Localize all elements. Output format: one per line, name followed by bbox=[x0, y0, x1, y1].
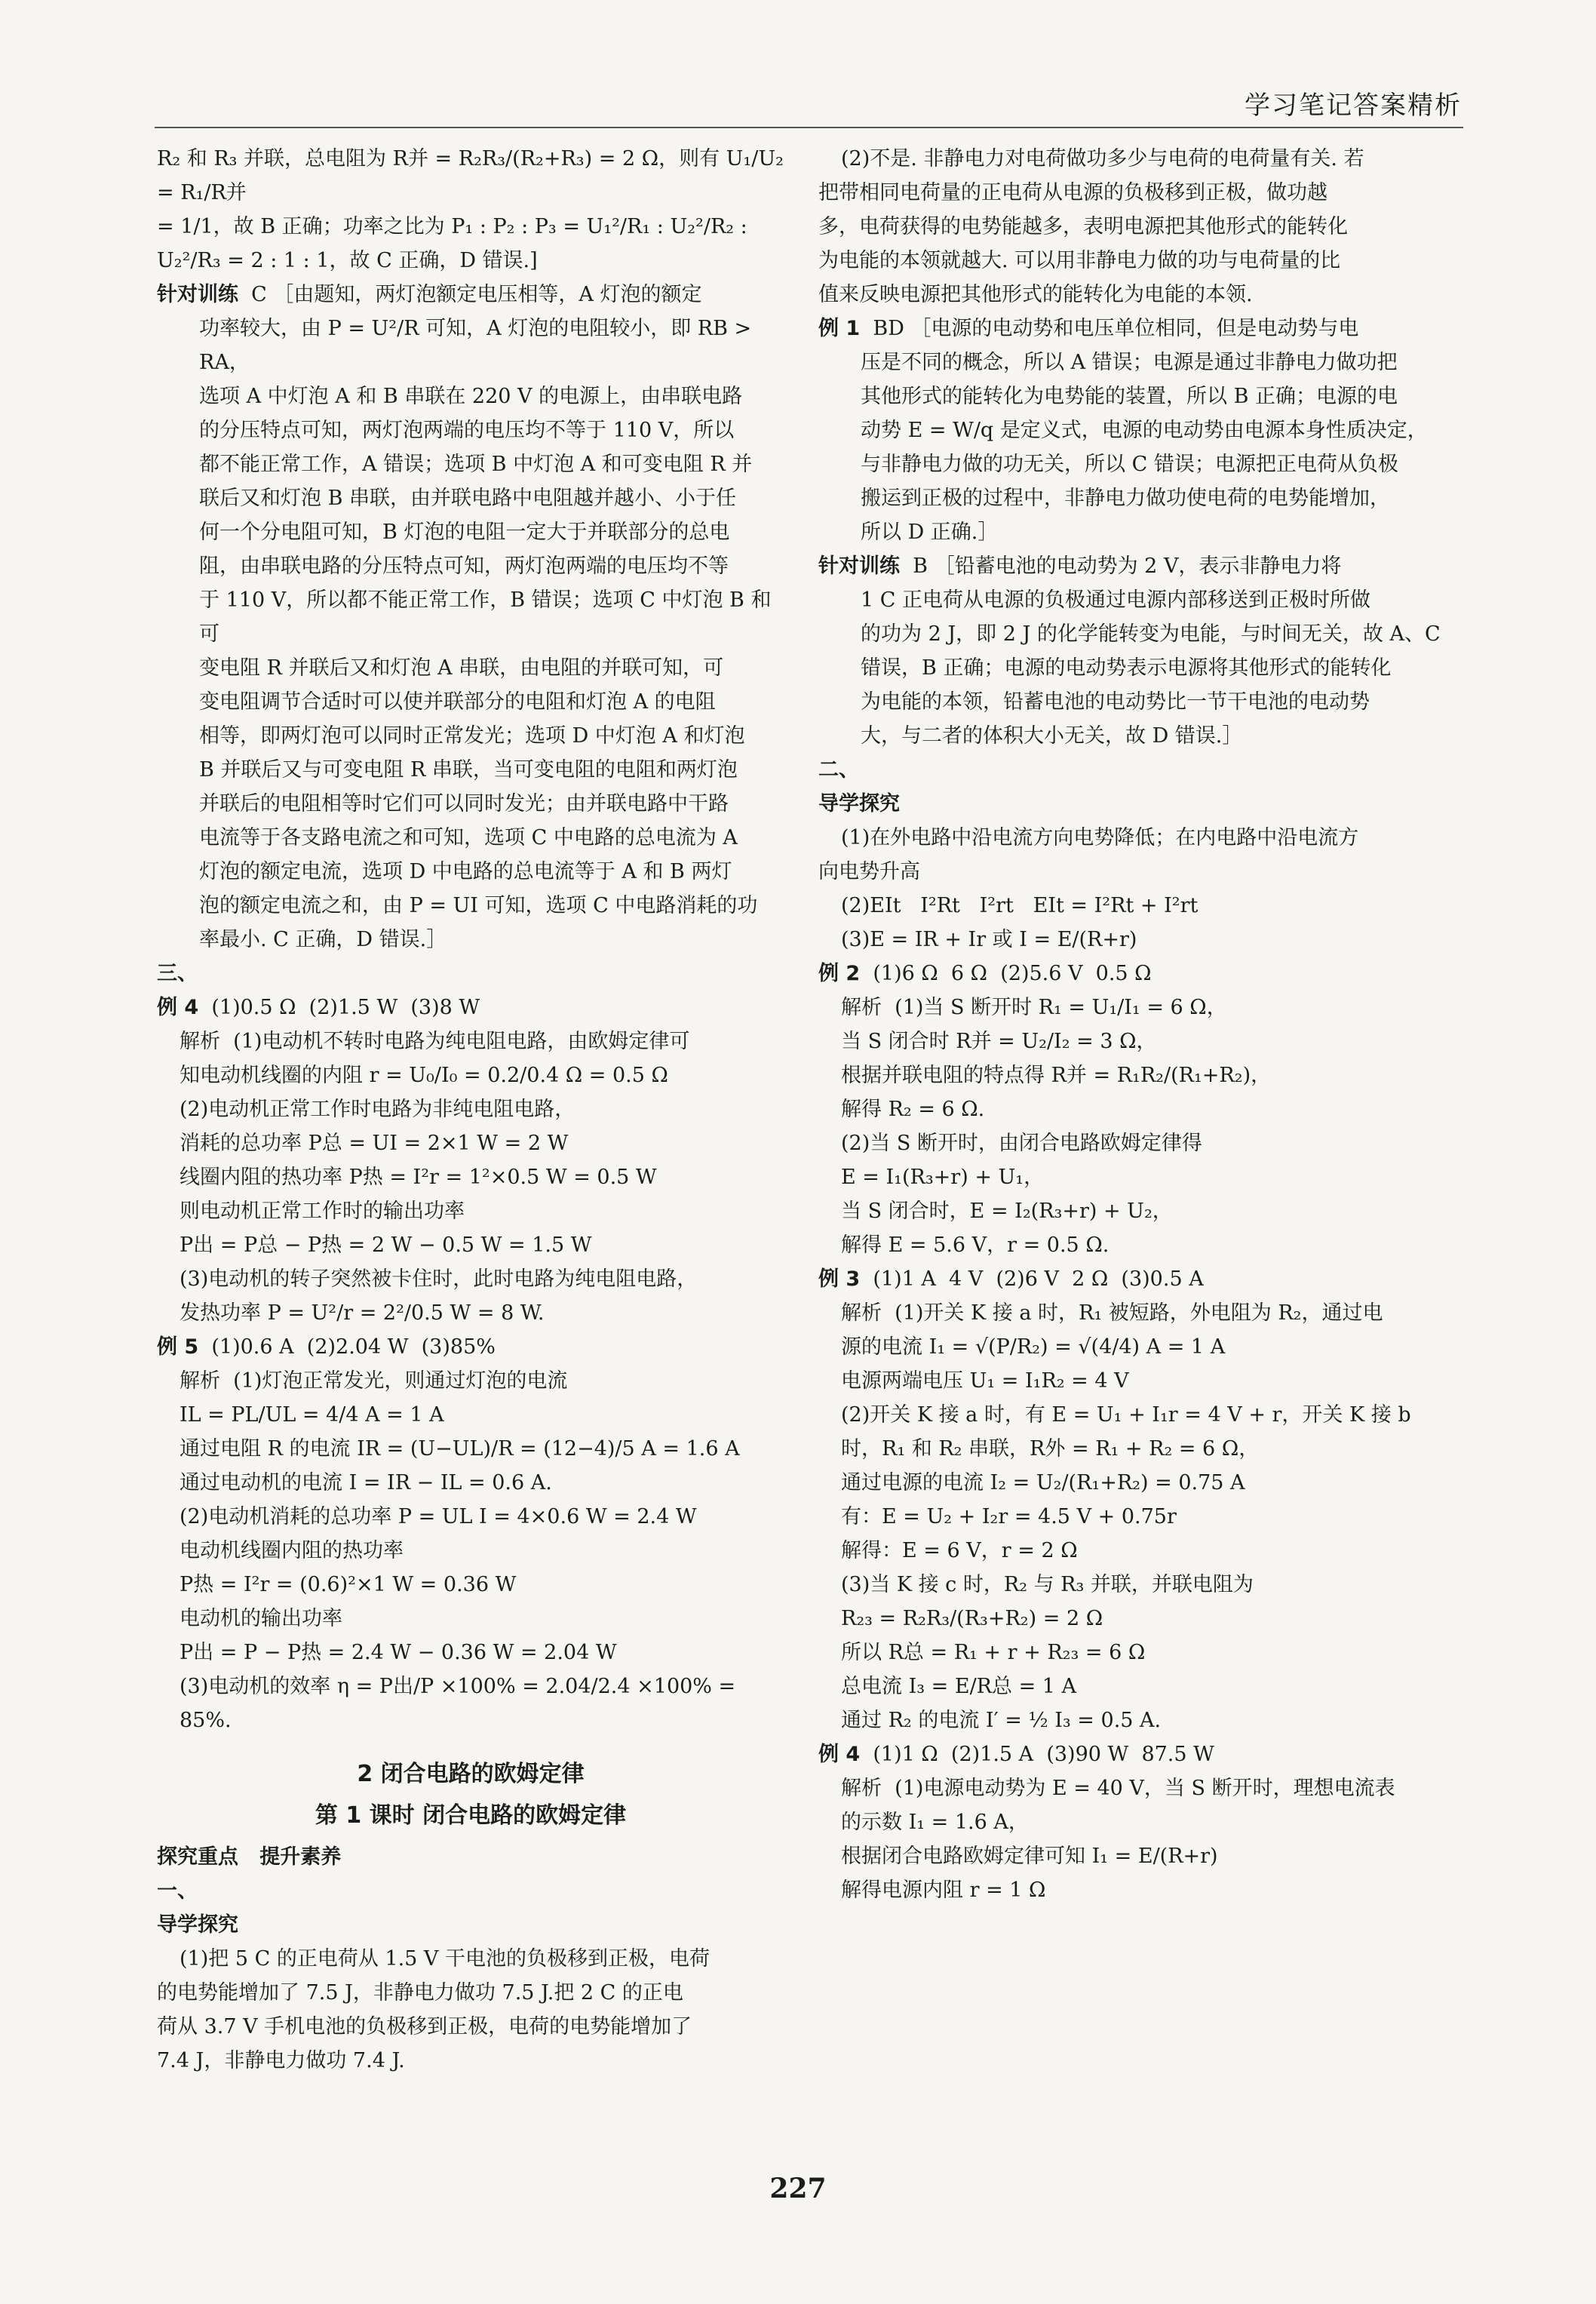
text-line: 当 S 闭合时 R并 = U₂/I₂ = 3 Ω， bbox=[841, 1030, 1157, 1053]
example-label: 例 5 bbox=[157, 1335, 199, 1359]
chapter-title: 2 闭合电路的欧姆定律 bbox=[357, 1761, 585, 1787]
text-line: 1 C 正电荷从电源的负极通过电源内部移送到正极时所做 bbox=[861, 588, 1371, 612]
text-line: 的功为 2 J，即 2 J 的化学能转变为电能，与时间无关，故 A、C bbox=[861, 622, 1441, 646]
text-line: 选项 A 中灯泡 A 和 B 串联在 220 V 的电源上，由串联电路 bbox=[199, 385, 743, 408]
text-line: 7.4 J，非静电力做功 7.4 J. bbox=[157, 2049, 405, 2072]
text-line: (3)E = IR + Ir 或 I = E/(R+r) bbox=[841, 928, 1137, 951]
text-line: 于 110 V，所以都不能正常工作，B 错误；选项 C 中灯泡 B 和可 bbox=[199, 588, 772, 646]
text-line: 所以 R总 = R₁ + r + R₂₃ = 6 Ω bbox=[841, 1641, 1146, 1664]
example-answer: (1)1 Ω (2)1.5 A (3)90 W 87.5 W bbox=[873, 1743, 1214, 1766]
text-line: 大，与二者的体积大小无关，故 D 错误.］ bbox=[861, 724, 1243, 748]
text-line: 解析 (1)开关 K 接 a 时，R₁ 被短路，外电阻为 R₂，通过电 bbox=[841, 1301, 1383, 1325]
text-line: R₂₃ = R₂R₃/(R₃+R₂) = 2 Ω bbox=[841, 1607, 1103, 1630]
page-header-title: 学习笔记答案精析 bbox=[1245, 91, 1462, 121]
text-line: R₂ 和 R₃ 并联，总电阻为 R并 = R₂R₃/(R₂+R₃) = 2 Ω，则有 U₁/U₂ = R₁/R并 bbox=[157, 147, 790, 204]
train-label: 针对训练 bbox=[157, 283, 238, 306]
example-label: 例 1 bbox=[818, 317, 861, 340]
train-label: 针对训练 bbox=[818, 554, 900, 578]
text-line: 线圈内阻的热功率 P热 = I²r = 1²×0.5 W = 0.5 W bbox=[180, 1166, 657, 1189]
text-line: 联后又和灯泡 B 串联，由并联电路中电阻越并越小、小于任 bbox=[199, 487, 737, 510]
text-line: 解析 (1)当 S 断开时 R₁ = U₁/I₁ = 6 Ω， bbox=[841, 996, 1227, 1019]
text-line: 的电势能增加了 7.5 J，非静电力做功 7.5 J.把 2 C 的正电 bbox=[157, 1981, 683, 2004]
right-column bbox=[818, 142, 1469, 1907]
text-line: 通过 R₂ 的电流 I′ = ½ I₃ = 0.5 A. bbox=[841, 1709, 1162, 1732]
example-answer: (1)1 A 4 V (2)6 V 2 Ω (3)0.5 A bbox=[873, 1267, 1204, 1291]
text-line: 电源两端电压 U₁ = I₁R₂ = 4 V bbox=[841, 1369, 1129, 1393]
text-line: 变电阻 R 并联后又和灯泡 A 串联，由电阻的并联可知，可 bbox=[199, 656, 724, 680]
text-line: 何一个分电阻可知，B 灯泡的电阻一定大于并联部分的总电 bbox=[199, 521, 730, 544]
text-line: 泡的额定电流之和，由 P = UI 可知，选项 C 中电路消耗的功 bbox=[199, 894, 758, 917]
text-line: 荷从 3.7 V 手机电池的负极移到正极，电荷的电势能增加了 bbox=[157, 2015, 692, 2038]
example-label: 例 3 bbox=[818, 1267, 861, 1291]
section-heading: 一、 bbox=[157, 1879, 198, 1903]
text-line: 解析 (1)灯泡正常发光，则通过灯泡的电流 bbox=[180, 1369, 568, 1393]
text-line: 解析 (1)电动机不转时电路为纯电阻电路，由欧姆定律可 bbox=[180, 1030, 690, 1053]
text-line: 的分压特点可知，两灯泡两端的电压均不等于 110 V，所以 bbox=[199, 419, 735, 442]
text-line: 有：E = U₂ + I₂r = 4.5 V + 0.75r bbox=[841, 1505, 1177, 1528]
text-line: U₂²/R₃ = 2 : 1 : 1，故 C 正确，D 错误.] bbox=[157, 249, 538, 272]
text-line: (3)当 K 接 c 时，R₂ 与 R₃ 并联，并联电阻为 bbox=[841, 1573, 1254, 1596]
text-line: 解得 R₂ = 6 Ω. bbox=[841, 1098, 985, 1121]
text-line: 电流等于各支路电流之和可知，选项 C 中电路的总电流为 A bbox=[199, 826, 738, 849]
text-line: 解得 E = 5.6 V，r = 0.5 Ω. bbox=[841, 1233, 1110, 1257]
text-line: P出 = P总 − P热 = 2 W − 0.5 W = 1.5 W bbox=[180, 1233, 592, 1257]
example-label: 例 4 bbox=[818, 1743, 861, 1766]
text-line: (3)电动机的转子突然被卡住时，此时电路为纯电阻电路， bbox=[180, 1267, 698, 1291]
text-line: 功率较大，由 P = U²/R 可知，A 灯泡的电阻较小，即 RB > RA， bbox=[199, 317, 758, 374]
text-line: 则电动机正常工作时的输出功率 bbox=[180, 1200, 465, 1223]
text-line: 向电势升高 bbox=[818, 860, 920, 883]
section-heading: 二、 bbox=[818, 758, 859, 782]
text-line: 为电能的本领就越大. 可以用非静电力做的功与电荷量的比 bbox=[818, 249, 1341, 272]
text-line: 阻，由串联电路的分压特点可知，两灯泡两端的电压均不等 bbox=[199, 554, 729, 578]
guide-title: 导学探究 bbox=[818, 792, 900, 816]
text-line: 当 S 闭合时，E = I₂(R₃+r) + U₂， bbox=[841, 1200, 1173, 1223]
text-line: 通过电阻 R 的电流 IR = (U−UL)/R = (12−4)/5 A = 1.6 A bbox=[180, 1437, 740, 1461]
text-line: 为电能的本领，铅蓄电池的电动势比一节干电池的电动势 bbox=[861, 690, 1370, 714]
text-line: 错误，B 正确；电源的电动势表示电源将其他形式的能转化 bbox=[861, 656, 1392, 680]
text-line: BD ［电源的电动势和电压单位相同，但是电动势与电 bbox=[873, 317, 1359, 340]
text-line: 电动机的输出功率 bbox=[180, 1607, 342, 1630]
text-line: 值来反映电源把其他形式的能转化为电能的本领. bbox=[818, 283, 1253, 306]
text-line: 多，电荷获得的电势能越多，表明电源把其他形式的能转化 bbox=[818, 215, 1348, 238]
example-label: 例 2 bbox=[818, 962, 861, 985]
text-line: 解得电源内阻 r = 1 Ω bbox=[841, 1879, 1046, 1902]
text-line: 总电流 I₃ = E/R总 = 1 A bbox=[841, 1675, 1077, 1698]
text-line: (3)电动机的效率 η = P出/P ×100% = 2.04/2.4 ×100% = 85%. bbox=[180, 1675, 742, 1732]
text-line: E = I₁(R₃+r) + U₁， bbox=[841, 1166, 1045, 1189]
example-answer: (1)0.6 A (2)2.04 W (3)85% bbox=[211, 1335, 496, 1359]
text-line: = 1/1，故 B 正确；功率之比为 P₁ : P₂ : P₃ = U₁²/R₁ : U₂²/R₂ : bbox=[157, 215, 747, 238]
text-line: 与非静电力做的功无关，所以 C 错误；电源把正电荷从负极 bbox=[861, 453, 1398, 476]
text-line: 相等，即两灯泡可以同时正常发光；选项 D 中灯泡 A 和灯泡 bbox=[199, 724, 745, 748]
text-line: 根据闭合电路欧姆定律可知 I₁ = E/(R+r) bbox=[841, 1845, 1218, 1868]
example-answer: (1)6 Ω 6 Ω (2)5.6 V 0.5 Ω bbox=[873, 962, 1152, 985]
text-line: 变电阻调节合适时可以使并联部分的电阻和灯泡 A 的电阻 bbox=[199, 690, 716, 714]
text-line: (2)当 S 断开时，由闭合电路欧姆定律得 bbox=[841, 1132, 1202, 1155]
explore-title: 探究重点 提升素养 bbox=[157, 1845, 342, 1869]
guide-title: 导学探究 bbox=[157, 1913, 238, 1937]
text-line: 压是不同的概念，所以 A 错误；电源是通过非静电力做功把 bbox=[861, 351, 1398, 374]
text-line: 的示数 I₁ = 1.6 A， bbox=[841, 1811, 1029, 1834]
text-line: 都不能正常工作，A 错误；选项 B 中灯泡 A 和可变电阻 R 并 bbox=[199, 453, 753, 476]
text-line: (2)不是. 非静电力对电荷做功多少与电荷的电荷量有关. 若 bbox=[841, 147, 1364, 170]
text-line: P出 = P − P热 = 2.4 W − 0.36 W = 2.04 W bbox=[180, 1641, 617, 1664]
text-line: 所以 D 正确.］ bbox=[861, 521, 999, 544]
text-line: 源的电流 I₁ = √(P/R₂) = √(4/4) A = 1 A bbox=[841, 1335, 1226, 1359]
text-line: 率最小. C 正确，D 错误.］ bbox=[199, 928, 447, 951]
text-line: 发热功率 P = U²/r = 2²/0.5 W = 8 W. bbox=[180, 1301, 545, 1325]
text-line: 知电动机线圈的内阻 r = U₀/I₀ = 0.2/0.4 Ω = 0.5 Ω bbox=[180, 1064, 668, 1087]
text-line: 通过电源的电流 I₂ = U₂/(R₁+R₂) = 0.75 A bbox=[841, 1471, 1245, 1495]
text-line: B ［铅蓄电池的电动势为 2 V，表示非静电力将 bbox=[913, 554, 1342, 578]
text-line: 并联后的电阻相等时它们可以同时发光；由并联电路中干路 bbox=[199, 792, 729, 816]
text-line: 其他形式的能转化为电势能的装置，所以 B 正确；电源的电 bbox=[861, 385, 1398, 408]
text-line: 解得：E = 6 V，r = 2 Ω bbox=[841, 1539, 1078, 1562]
text-line: (2)EIt I²Rt I²rt EIt = I²Rt + I²rt bbox=[841, 894, 1199, 917]
text-line: C ［由题知，两灯泡额定电压相等，A 灯泡的额定 bbox=[251, 283, 702, 306]
text-line: (2)开关 K 接 a 时，有 E = U₁ + I₁r = 4 V + r，开关 K 接 b bbox=[841, 1403, 1411, 1427]
left-column bbox=[157, 142, 790, 2078]
text-line: P热 = I²r = (0.6)²×1 W = 0.36 W bbox=[180, 1573, 517, 1596]
text-line: (2)电动机消耗的总功率 P = UL I = 4×0.6 W = 2.4 W bbox=[180, 1505, 697, 1528]
text-line: 通过电动机的电流 I = IR − IL = 0.6 A. bbox=[180, 1471, 552, 1495]
text-line: 搬运到正极的过程中，非静电力做功使电荷的电势能增加， bbox=[861, 487, 1390, 510]
text-line: 把带相同电荷量的正电荷从电源的负极移到正极，做功越 bbox=[818, 181, 1327, 204]
text-line: 动势 E = W/q 是定义式，电源的电动势由电源本身性质决定， bbox=[861, 419, 1428, 442]
text-line: 消耗的总功率 P总 = UI = 2×1 W = 2 W bbox=[180, 1132, 569, 1155]
text-line: (1)把 5 C 的正电荷从 1.5 V 干电池的负极移到正极，电荷 bbox=[180, 1947, 711, 1971]
text-line: IL = PL/UL = 4/4 A = 1 A bbox=[180, 1403, 444, 1427]
text-line: 时，R₁ 和 R₂ 串联，R外 = R₁ + R₂ = 6 Ω， bbox=[841, 1437, 1260, 1461]
text-line: 电动机线圈内阻的热功率 bbox=[180, 1539, 404, 1562]
text-line: 根据并联电阻的特点得 R并 = R₁R₂/(R₁+R₂)， bbox=[841, 1064, 1272, 1087]
section-heading: 三、 bbox=[157, 962, 198, 985]
example-label: 例 4 bbox=[157, 996, 199, 1019]
text-line: 灯泡的额定电流，选项 D 中电路的总电流等于 A 和 B 两灯 bbox=[199, 860, 732, 883]
page-number: 227 bbox=[769, 2173, 827, 2204]
text-line: B 并联后又与可变电阻 R 串联，当可变电阻的电阻和两灯泡 bbox=[199, 758, 738, 782]
text-line: (1)在外电路中沿电流方向电势降低；在内电路中沿电流方 bbox=[841, 826, 1359, 849]
text-line: (2)电动机正常工作时电路为非纯电阻电路， bbox=[180, 1098, 575, 1121]
header-rule bbox=[155, 127, 1463, 128]
text-line: 解析 (1)电源电动势为 E = 40 V，当 S 断开时，理想电流表 bbox=[841, 1777, 1395, 1800]
lesson-title: 第 1 课时 闭合电路的欧姆定律 bbox=[315, 1802, 627, 1829]
example-answer: (1)0.5 Ω (2)1.5 W (3)8 W bbox=[211, 996, 480, 1019]
